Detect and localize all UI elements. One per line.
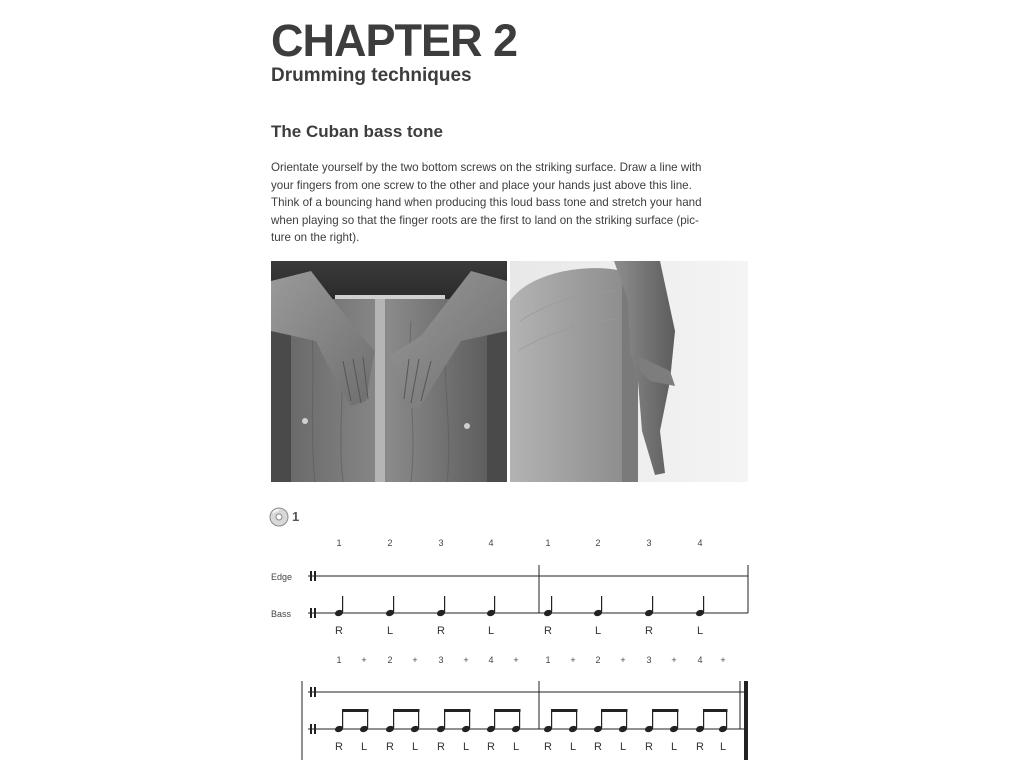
count-label: 3 xyxy=(646,538,652,548)
body-line: your fingers from one screw to the other and place your hands just above this line. xyxy=(271,178,692,192)
count-label: 2 xyxy=(387,655,393,665)
sticking-label: R xyxy=(594,741,602,753)
sticking-label: L xyxy=(670,741,678,753)
count-label: + xyxy=(570,655,576,665)
beam xyxy=(601,709,628,712)
sticking-label: L xyxy=(462,741,470,753)
count-label: 4 xyxy=(697,655,703,665)
beam xyxy=(444,709,471,712)
sticking-label: L xyxy=(594,625,602,637)
body-line: Orientate yourself by the two bottom screws on the striking surface. Draw a line with xyxy=(271,161,702,174)
count-label: 4 xyxy=(697,538,703,548)
percussion-clef xyxy=(314,608,316,618)
example2-counts xyxy=(336,655,725,665)
example2-notes xyxy=(334,709,728,733)
body-line: when playing so that the finger roots are the first to land on the striking surface (pic- xyxy=(271,213,699,227)
count-label: 1 xyxy=(336,538,342,548)
example2-stickings xyxy=(335,741,726,753)
sticking-label: L xyxy=(619,741,627,753)
track-number: 1 xyxy=(292,509,300,524)
count-label: + xyxy=(361,655,367,665)
section-heading: The Cuban bass tone xyxy=(271,122,443,141)
count-label: 3 xyxy=(646,655,652,665)
count-label: 4 xyxy=(488,655,494,665)
sticking-label: R xyxy=(487,741,495,753)
count-label: 1 xyxy=(545,655,551,665)
body-line: ture on the right). xyxy=(271,231,360,244)
beam xyxy=(652,709,679,712)
sticking-label: R xyxy=(696,741,704,753)
beam xyxy=(342,709,369,712)
percussion-clef xyxy=(310,687,312,697)
sticking-label: L xyxy=(569,741,577,753)
final-barline xyxy=(744,681,748,760)
sticking-label: R xyxy=(335,741,343,753)
beam xyxy=(703,709,728,712)
beam xyxy=(393,709,420,712)
sticking-label: L xyxy=(360,741,368,753)
count-label: 3 xyxy=(438,538,444,548)
percussion-clef xyxy=(310,608,312,618)
count-label: + xyxy=(513,655,519,665)
count-label: 1 xyxy=(545,538,551,548)
sticking-label: R xyxy=(544,741,552,753)
sticking-label: R xyxy=(335,625,343,637)
example1-counts xyxy=(336,538,702,548)
count-label: 2 xyxy=(595,538,601,548)
sticking-label: L xyxy=(696,625,704,637)
count-label: + xyxy=(412,655,418,665)
count-label: 2 xyxy=(387,538,393,548)
sticking-label: R xyxy=(386,741,394,753)
beam xyxy=(494,709,521,712)
count-label: + xyxy=(620,655,626,665)
count-label: 3 xyxy=(438,655,444,665)
count-label: + xyxy=(720,655,726,665)
count-label: + xyxy=(463,655,469,665)
sticking-label: L xyxy=(719,741,727,753)
percussion-clef xyxy=(314,687,316,697)
percussion-clef xyxy=(310,724,312,734)
sticking-label: L xyxy=(386,625,394,637)
example1-stickings xyxy=(335,625,703,637)
chapter-subtitle: Drumming techniques xyxy=(271,65,472,86)
count-label: 1 xyxy=(336,655,342,665)
bass-label: Bass xyxy=(271,609,292,619)
example1-notes xyxy=(334,596,705,617)
sticking-label: R xyxy=(645,625,653,637)
count-label: 2 xyxy=(595,655,601,665)
count-label: 4 xyxy=(488,538,494,548)
sticking-label: L xyxy=(487,625,495,637)
beam xyxy=(551,709,578,712)
sticking-label: R xyxy=(437,625,445,637)
sticking-label: R xyxy=(645,741,653,753)
chapter-title: CHAPTER 2 xyxy=(271,15,518,66)
body-line: Think of a bouncing hand when producing this loud bass tone and stretch your hand xyxy=(271,196,702,209)
edge-label: Edge xyxy=(271,572,293,582)
sticking-label: R xyxy=(437,741,445,753)
percussion-clef xyxy=(314,724,316,734)
sticking-label: R xyxy=(544,625,552,637)
percussion-clef xyxy=(310,571,312,581)
count-label: + xyxy=(671,655,677,665)
sticking-label: L xyxy=(411,741,419,753)
percussion-clef xyxy=(314,571,316,581)
sticking-label: L xyxy=(512,741,520,753)
